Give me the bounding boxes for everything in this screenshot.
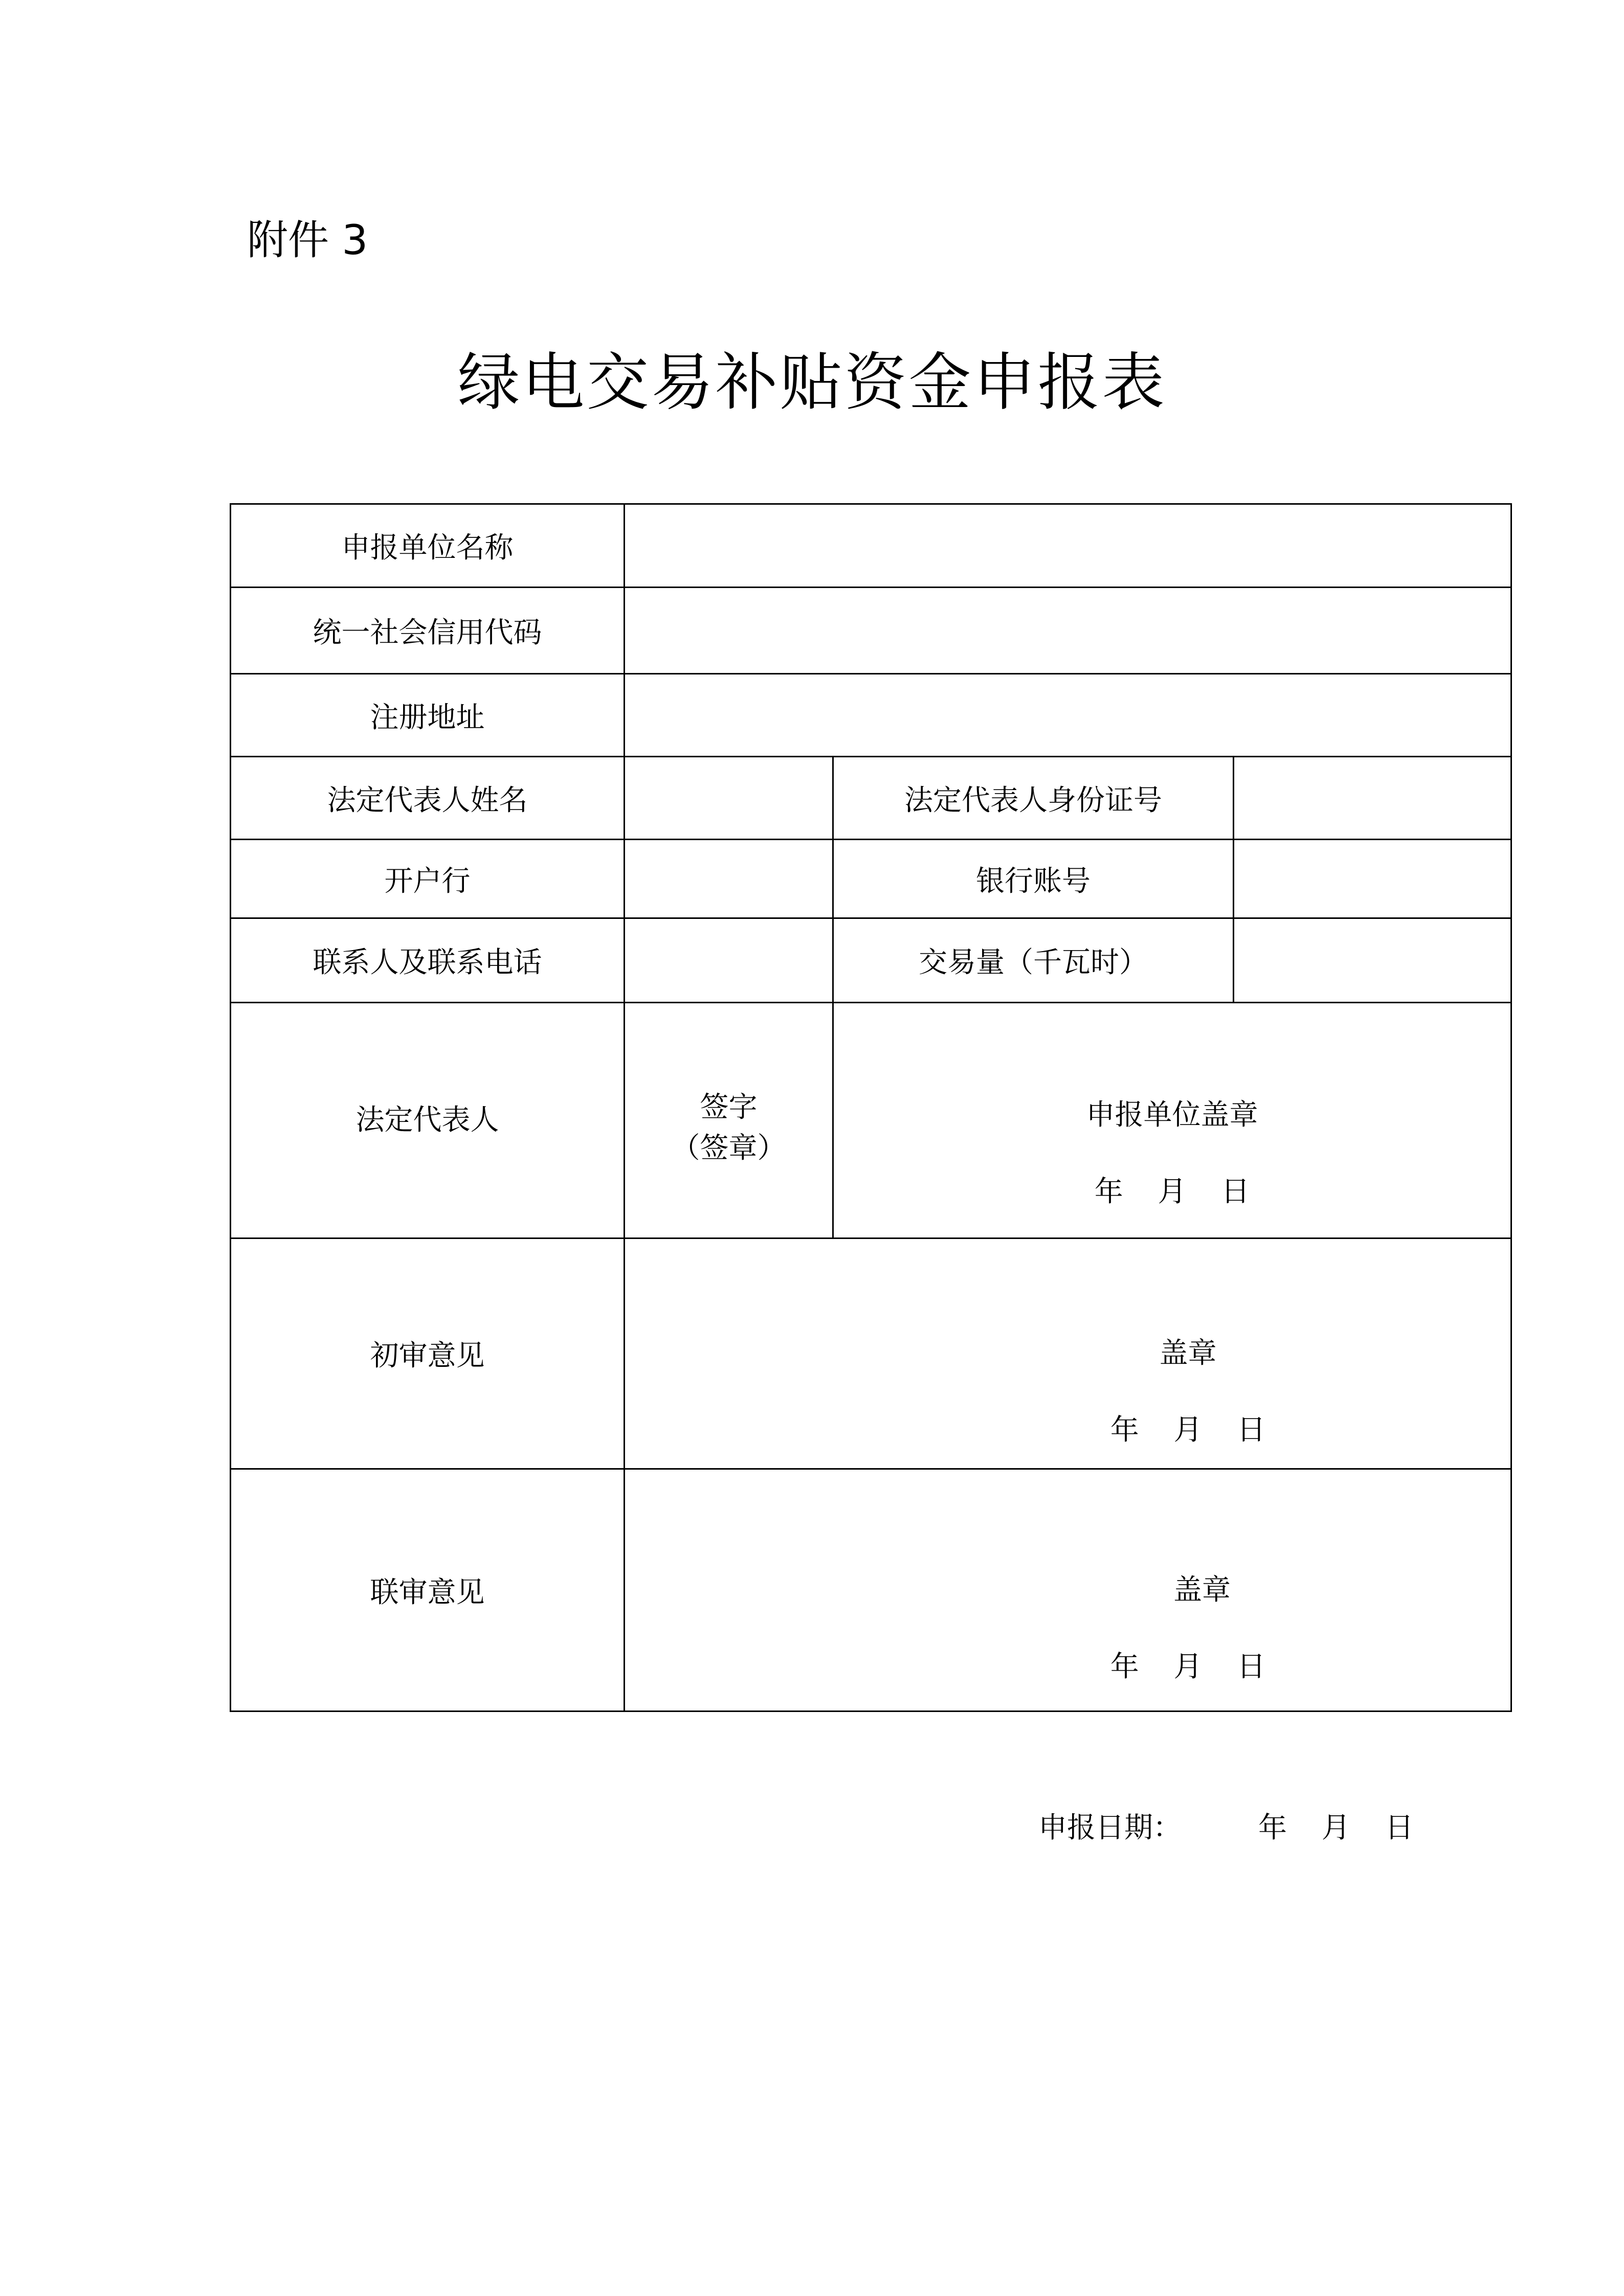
- account-field[interactable]: [1234, 840, 1511, 918]
- first-review-seal-block: [865, 1333, 1510, 1451]
- report-date: [1038, 1808, 1414, 1849]
- volume-label: 交易量（千瓦时）: [833, 918, 1234, 1003]
- address-field[interactable]: [625, 674, 1511, 757]
- joint-review-label: 联审意见: [231, 1469, 625, 1712]
- row-legal-rep: [231, 757, 1511, 840]
- volume-field[interactable]: [1234, 918, 1511, 1003]
- report-date-parts: 年 月 日: [1258, 1811, 1414, 1844]
- first-review-label: 初审意见: [231, 1239, 625, 1469]
- legal-rep-id-field[interactable]: [1234, 757, 1511, 840]
- applicant-seal-area[interactable]: [833, 1003, 1511, 1239]
- joint-review-seal-label: 盖章: [1173, 1573, 1231, 1607]
- row-address: [231, 674, 1511, 757]
- report-date-label: 申报日期：: [1038, 1811, 1182, 1844]
- first-review-field[interactable]: [625, 1239, 1511, 1469]
- row-signature: [231, 1003, 1511, 1239]
- joint-review-field[interactable]: [625, 1469, 1511, 1712]
- application-form-table: [230, 503, 1512, 1712]
- first-review-date: 年 月 日: [1110, 1413, 1266, 1447]
- credit-code-label: 统一社会信用代码: [231, 588, 625, 674]
- row-contact: [231, 918, 1511, 1003]
- joint-review-date: 年 月 日: [1110, 1650, 1266, 1683]
- applicant-name-field[interactable]: [625, 504, 1511, 588]
- applicant-seal-date: 年 月 日: [1094, 1175, 1250, 1208]
- bank-field[interactable]: [625, 840, 833, 918]
- row-joint-review: [231, 1469, 1511, 1712]
- row-bank: [231, 840, 1511, 918]
- legal-rep-name-label: 法定代表人姓名: [231, 757, 625, 840]
- signature-field[interactable]: [625, 1003, 833, 1239]
- legal-rep-name-field[interactable]: [625, 757, 833, 840]
- sign-stamp-label: （签章）: [671, 1132, 786, 1165]
- address-label: 注册地址: [231, 674, 625, 757]
- applicant-seal-label: 申报单位盖章: [1086, 1098, 1258, 1132]
- legal-rep-label: [231, 1003, 625, 1239]
- contact-field[interactable]: [625, 918, 833, 1003]
- joint-review-seal-block: [865, 1570, 1510, 1687]
- legal-rep-label-text: 法定代表人: [355, 1104, 499, 1137]
- page-title: 绿电交易补贴资金申报表: [457, 346, 1167, 419]
- applicant-seal-block: [834, 1095, 1510, 1212]
- contact-label: 联系人及联系电话: [231, 918, 625, 1003]
- sign-label: 签字: [700, 1091, 758, 1124]
- legal-rep-id-label: 法定代表人身份证号: [833, 757, 1234, 840]
- credit-code-field[interactable]: [625, 588, 1511, 674]
- row-credit-code: [231, 588, 1511, 674]
- signature-prompt: [625, 1087, 832, 1169]
- row-applicant-name: [231, 504, 1511, 588]
- attachment-label: 附件 3: [247, 216, 368, 264]
- bank-label: 开户行: [231, 840, 625, 918]
- account-label: 银行账号: [833, 840, 1234, 918]
- first-review-seal-label: 盖章: [1159, 1337, 1217, 1370]
- applicant-name-label: 申报单位名称: [231, 504, 625, 588]
- row-first-review: [231, 1239, 1511, 1469]
